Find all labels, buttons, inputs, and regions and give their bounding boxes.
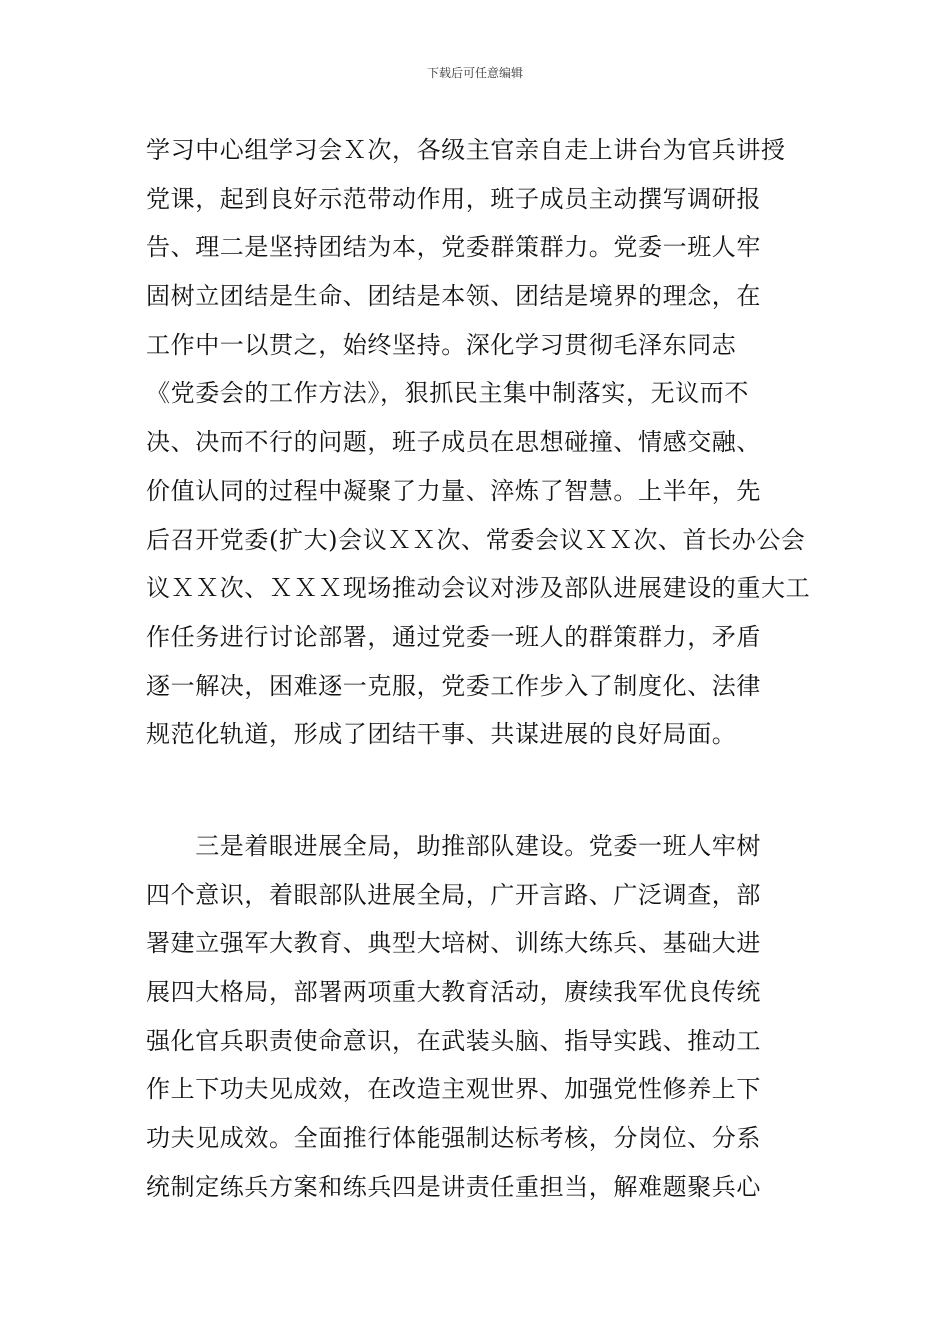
- text-line: 规范化轨道，形成了团结干事、共谋进展的良好局面。: [146, 720, 737, 749]
- text-line: 功夫见成效。全面推行体能强制达标考核，分岗位、分系: [146, 1124, 761, 1153]
- text-line: 告、理二是坚持团结为本，党委群策群力。党委一班人牢: [146, 233, 761, 262]
- text-line: 统制定练兵方案和练兵四是讲责任重担当，解难题聚兵心: [146, 1172, 761, 1201]
- page-header: 下载后可任意编辑: [426, 66, 523, 80]
- text-line: 三是着眼进展全局，助推部队建设。党委一班人牢树: [146, 832, 761, 860]
- text-line: 固树立团结是生命、团结是本领、团结是境界的理念，在: [146, 282, 761, 311]
- text-line: 强化官兵职责使命意识，在武装头脑、指导实践、推动工: [146, 1026, 761, 1055]
- text-line: 作任务进行讨论部署，通过党委一班人的群策群力，矛盾: [146, 622, 761, 651]
- text-line: 署建立强军大教育、典型大培树、训练大练兵、基础大进: [146, 929, 761, 958]
- text-line: 价值认同的过程中凝聚了力量、淬炼了智慧。上半年，先: [146, 476, 761, 505]
- text-line: 党课，起到良好示范带动作用，班子成员主动撰写调研报: [146, 184, 761, 213]
- text-line: 《党委会的工作方法》，狠抓民主集中制落实，无议而不: [146, 379, 749, 408]
- text-line: 议ＸＸ次、ＸＸＸ现场推动会议对涉及部队进展建设的重大工: [146, 574, 811, 603]
- paragraph-1: [146, 126, 816, 759]
- text-line: 四个意识，着眼部队进展全局，广开言路、广泛调查，部: [146, 880, 761, 909]
- text-line: 逐一解决，困难逐一克服，党委工作步入了制度化、法律: [146, 671, 761, 700]
- text-line: 后召开党委(扩大)会议ＸＸ次、常委会议ＸＸ次、首长办公会: [146, 525, 806, 554]
- text-line: 学习中心组学习会Ｘ次，各级主官亲自走上讲台为官兵讲授: [146, 136, 786, 164]
- text-line: 工作中一以贯之，始终坚持。深化学习贯彻毛泽东同志: [146, 330, 737, 359]
- text-line: 决、决而不行的问题，班子成员在思想碰撞、情感交融、: [146, 428, 761, 457]
- paragraph-2: [146, 822, 816, 1212]
- text-line: 展四大格局，部署两项重大教育活动，赓续我军优良传统: [146, 978, 761, 1007]
- text-line: 作上下功夫见成效，在改造主观世界、加强党性修养上下: [146, 1075, 761, 1104]
